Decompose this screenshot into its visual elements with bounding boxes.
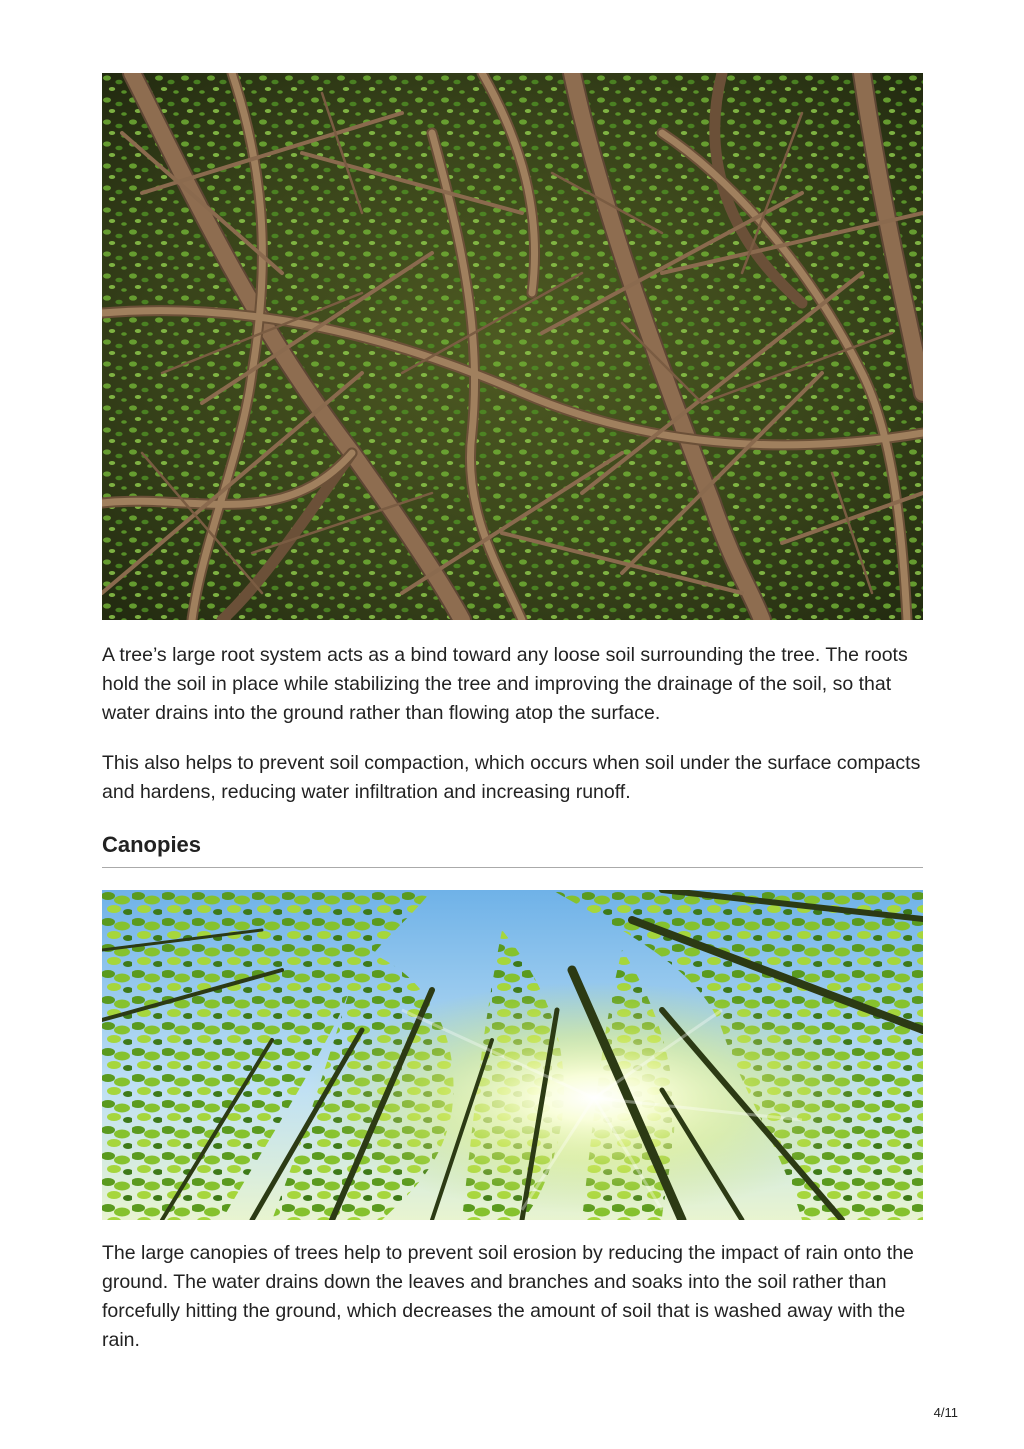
- roots-paragraph: A tree’s large root system acts as a bind toward any loose soil surrounding the tree. The roots hold the soil in place while stabilizing the tree and improving the drainage of the soil, so that water drains into the ground rather than flowing atop the surface.: [102, 644, 908, 724]
- heading-divider: [102, 867, 923, 868]
- forest-canopy-image: [102, 890, 923, 1220]
- forest-canopy-illustration: [102, 890, 923, 1220]
- tree-roots-image: [102, 73, 923, 620]
- page-number: 4/11: [933, 1405, 958, 1420]
- canopies-paragraph: The large canopies of trees help to prevent soil erosion by reducing the impact of rain onto the ground. The water drains down the leaves and branches and soaks into the soil rather than forcefully hitting the ground, which decreases the amount of soil that is washed away with the rain.: [102, 1242, 914, 1351]
- soil-compaction-paragraph: This also helps to prevent soil compaction, which occurs when soil under the surface compacts and hardens, reducing water infiltration and increasing runoff.: [102, 752, 921, 803]
- section-heading: Canopies: [102, 832, 202, 857]
- tree-roots-illustration: [102, 73, 923, 620]
